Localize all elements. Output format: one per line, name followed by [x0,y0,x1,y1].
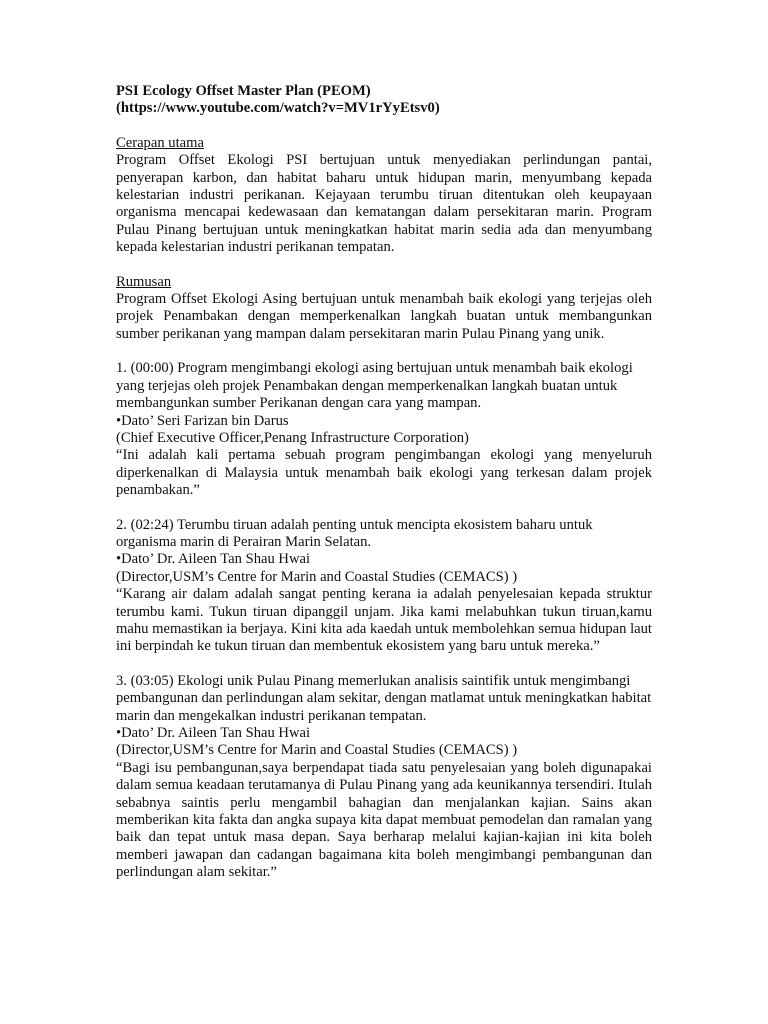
section-body: Program Offset Ekologi Asing bertujuan untuk menambah baik ekologi yang terjejas oleh projek Penambakan dengan memperkenalkan langkah buatan untuk membangunkan sumber perikanan yang mampan dalam persekitaran marin Pulau Pinang yang unik. [116,291,652,342]
document-header [116,83,652,118]
section-heading: Rumusan [116,273,172,290]
speaker-quote: “Karang air dalam adalah sangat penting kerana ia adalah penyelesaian kepada struktur terumbu kami. Tukun tiruan dipanggil unjam. Jika kami melabuhkan tukun tiruan,kamu mahu memastikan ia berjaya. Kini kita ada kaedah untuk membolehkan semua hidupan laut ini berpindah ke tukun tiruan dan membentuk ekosistem yang baru untuk mereka.” [116,586,652,655]
section-heading: Cerapan utama [116,134,204,151]
item-summary: 3. (03:05) Ekologi unik Pulau Pinang memerlukan analisis saintifik untuk mengimbangi pembangunan dan perlindungan alam sekitar, dengan matlamat untuk meningkatkan habitat marin dan mengekalkan industri perikanan tempatan. [116,672,652,724]
section-cerapan-utama [116,135,652,257]
speaker-role: (Director,USM’s Centre for Marin and Coastal Studies (CEMACS) ) [116,742,518,759]
item-summary: 1. (00:00) Program mengimbangi ekologi asing bertujuan untuk menambah baik ekologi yang terjejas oleh projek Penambakan dengan memperkenalkan langkah buatan untuk membangunkan sumber Perikanan dengan cara yang mampan. [116,360,633,412]
video-url: (https://www.youtube.com/watch?v=MV1rYyEtsv0) [116,100,440,117]
timestamp-item-2 [116,517,652,656]
document-title: PSI Ecology Offset Master Plan (PEOM) [116,83,371,99]
speaker-quote: “Ini adalah kali pertama sebuah program pengimbangan ekologi yang menyeluruh diperkenalkan di Malaysia untuk menambah baik ekologi yang terkesan dalam projek penambakan.” [116,447,652,499]
speaker-name: •Dato’ Seri Farizan bin Darus [116,412,289,429]
speaker-quote: “Bagi isu pembangunan,saya berpendapat tiada satu penyelesaian yang boleh digunapakai dalam semua keadaan terutamanya di Pulau Pinang yang ada keunikannya tersendiri. Itulah sebabnya saintis perlu mengambil bahagian dan menjalankan kajian. Sains akan memberikan kita fakta dan angka supaya kita dapat membuat pemodelan dan ramalan yang baik dan tepat untuk masa depan. Saya berharap melalui kajian-kajian ini kita boleh memberi jawapan dan cadangan bagaimana kita boleh mengimbangi pembangunan dan perlindungan alam sekitar.” [116,759,652,881]
timestamp-item-1 [116,360,652,499]
timestamp-item-3 [116,673,652,882]
speaker-role: (Chief Executive Officer,Penang Infrastructure Corporation) [116,429,469,446]
speaker-name: •Dato’ Dr. Aileen Tan Shau Hwai [116,551,311,568]
item-summary: 2. (02:24) Terumbu tiruan adalah penting untuk mencipta ekosistem baharu untuk organisma marin di Perairan Marin Selatan. [116,516,593,550]
section-rumusan [116,274,652,344]
section-body: Program Offset Ekologi PSI bertujuan untuk menyediakan perlindungan pantai, penyerapan karbon, dan habitat baharu untuk hidupan marin, menyumbang kepada kelestarian industri perikanan. Kejayaan terumbu tiruan ditentukan oleh keupayaan organisma mencapai kedewasaan dan kematangan dalam persekitaran marin. Program Pulau Pinang bertujuan untuk meningkatkan habitat marin sedia ada dan menyumbang kepada kelestarian industri perikanan tempatan. [116,152,652,256]
speaker-name: •Dato’ Dr. Aileen Tan Shau Hwai [116,725,311,741]
speaker-role: (Director,USM’s Centre for Marin and Coastal Studies (CEMACS) ) [116,568,518,585]
